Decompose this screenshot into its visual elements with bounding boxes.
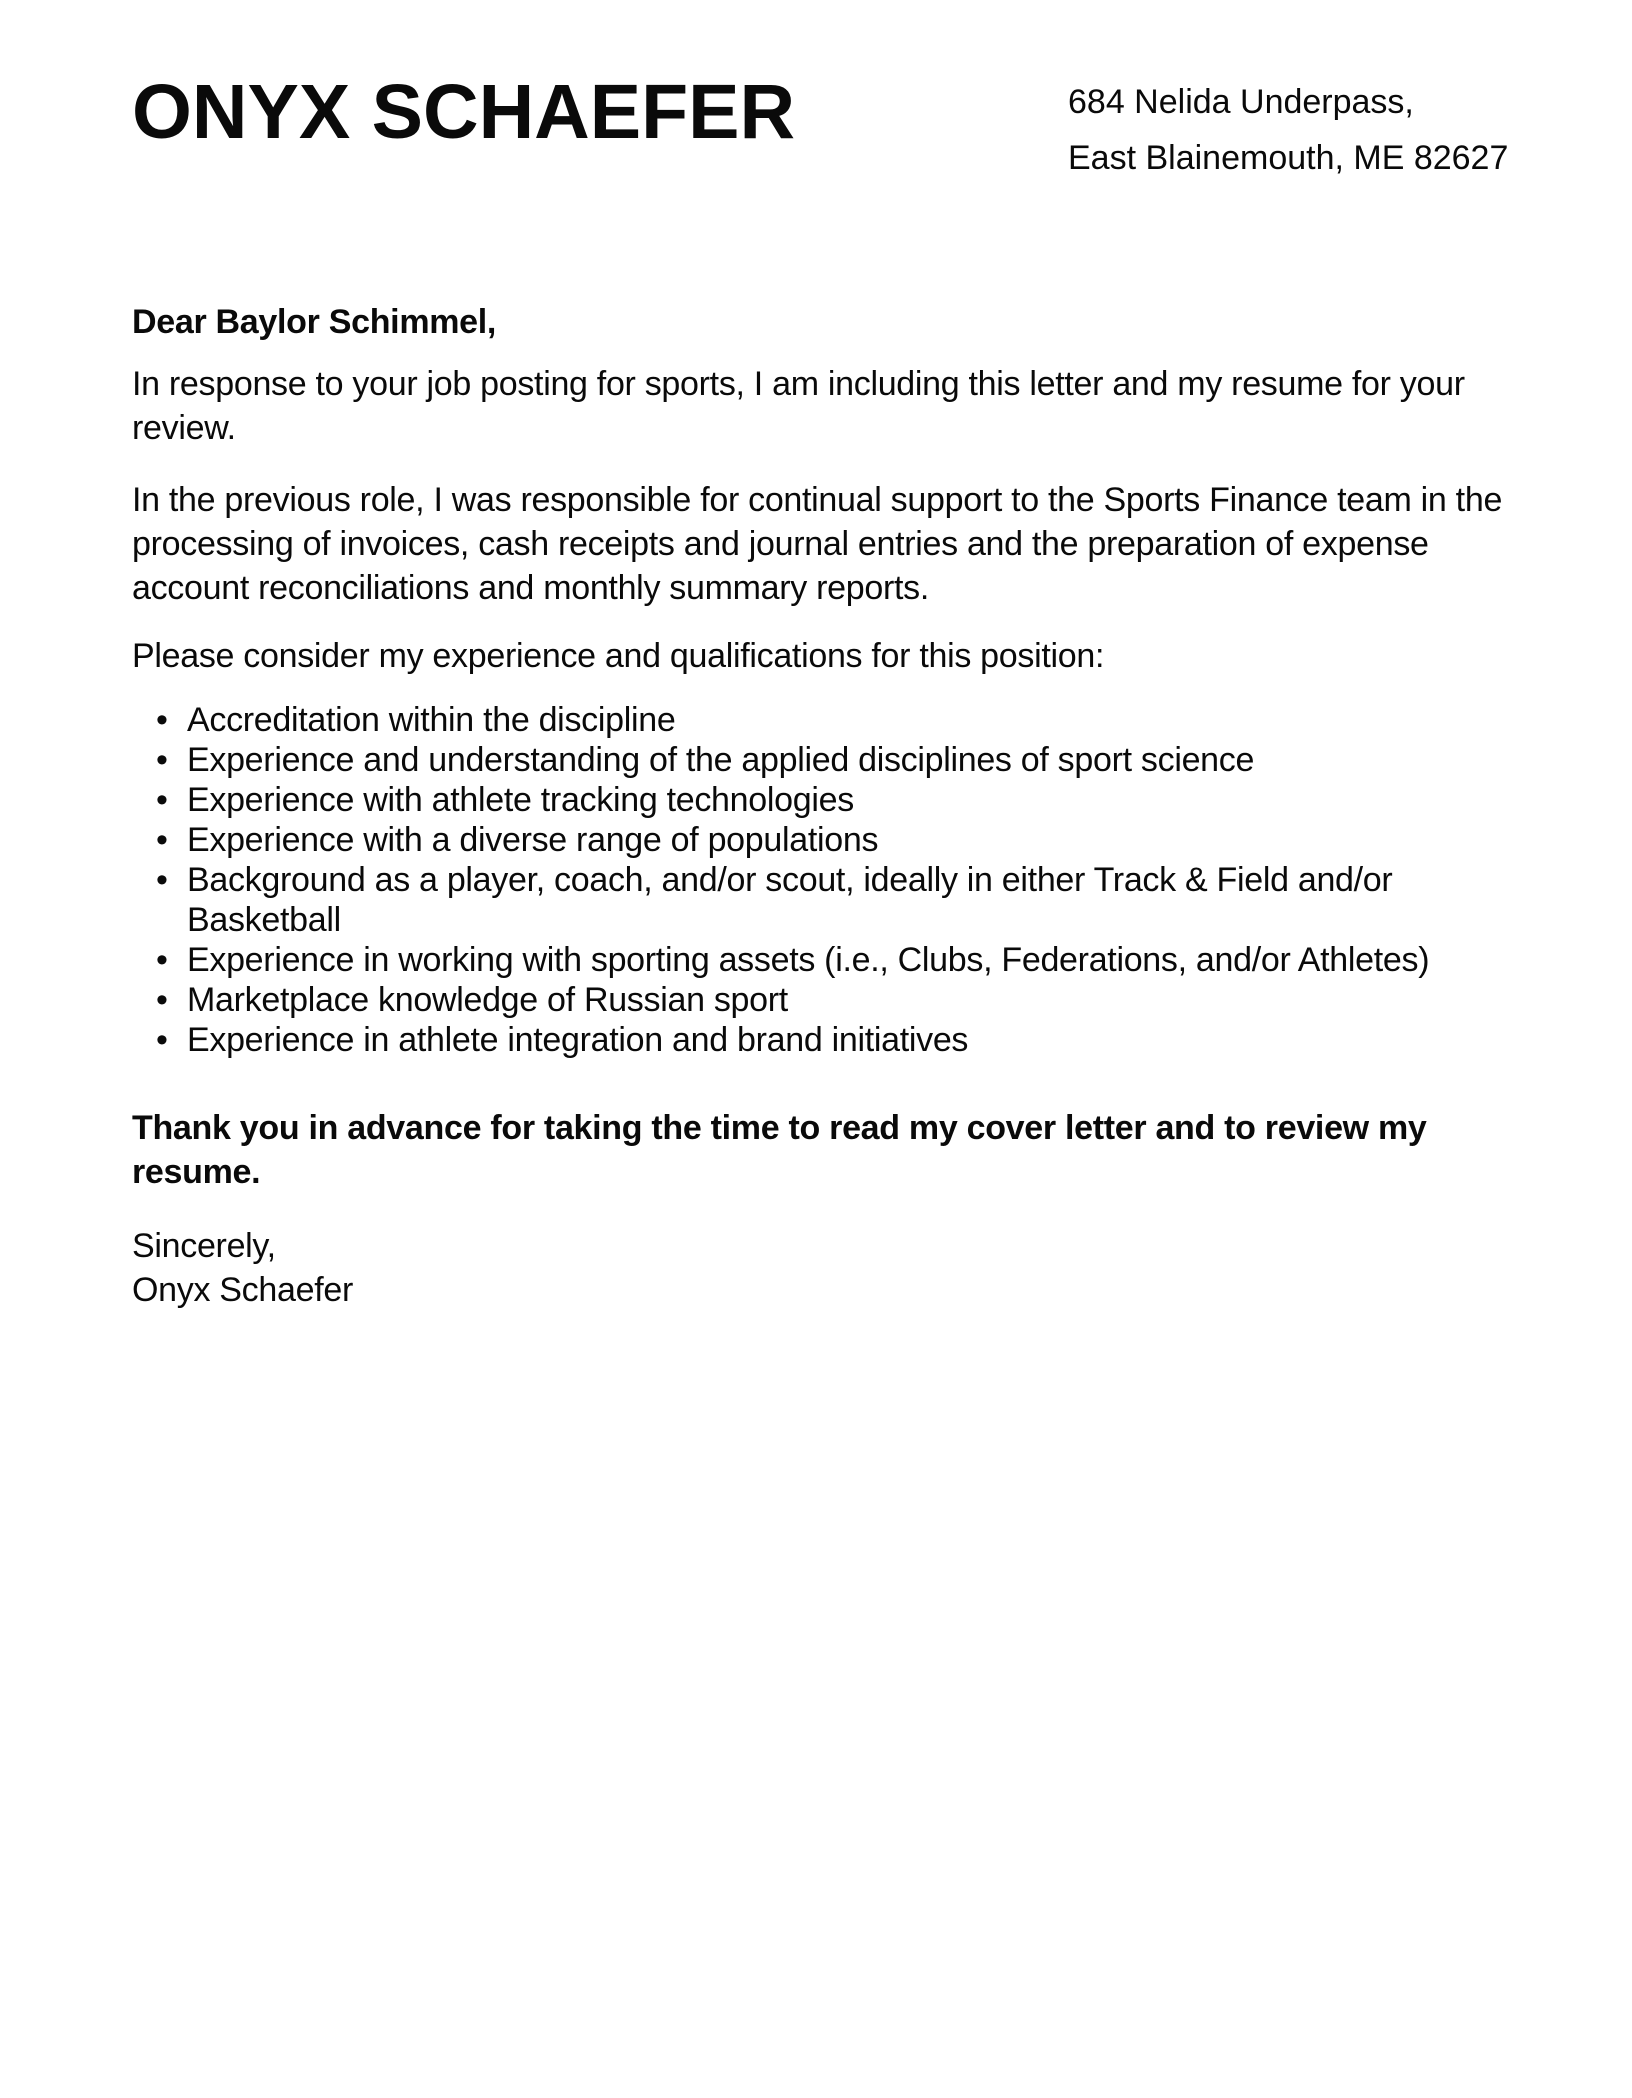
page-title: ONYX SCHAEFER: [132, 69, 796, 155]
qualification-item: • Experience and understanding of the applied disciplines of sport science: [132, 740, 1532, 780]
signoff: Sincerely,: [132, 1227, 276, 1265]
signature-name: Onyx Schaefer: [132, 1271, 353, 1309]
closing-thanks: Thank you in advance for taking the time to read my cover letter and to review my resume.: [132, 1109, 1427, 1191]
qualification-item: • Experience in working with sporting assets (i.e., Clubs, Federations, and/or Athletes): [132, 940, 1532, 980]
address-line-1: 684 Nelida Underpass,: [1068, 83, 1414, 121]
qualification-item: • Accreditation within the discipline: [132, 700, 1532, 740]
letter-body: [132, 300, 1532, 1312]
address-block: [1068, 74, 1508, 186]
qualification-item: • Experience with athlete tracking technologies: [132, 780, 1532, 820]
qualification-item: • Marketplace knowledge of Russian sport: [132, 980, 1532, 1020]
signoff-block: [132, 1224, 1532, 1312]
paragraph-intro: In response to your job posting for sports, I am including this letter and my resume for your review.: [132, 365, 1465, 447]
address-line-2: East Blainemouth, ME 82627: [1068, 139, 1509, 177]
qualification-item: • Experience with a diverse range of populations: [132, 820, 1532, 860]
paragraph-consider: Please consider my experience and qualifications for this position:: [132, 637, 1105, 675]
qualification-item: • Background as a player, coach, and/or scout, ideally in either Track & Field and/or Basketball: [132, 860, 1532, 940]
qualification-item: • Experience in athlete integration and brand initiatives: [132, 1020, 1532, 1060]
paragraph-previous-role: In the previous role, I was responsible for continual support to the Sports Finance team in the processing of invoices, cash receipts and journal entries and the preparation of expense account reconciliations and monthly summary reports.: [132, 481, 1503, 607]
salutation: Dear Baylor Schimmel,: [132, 303, 497, 341]
qualifications-list: [132, 700, 1532, 1060]
